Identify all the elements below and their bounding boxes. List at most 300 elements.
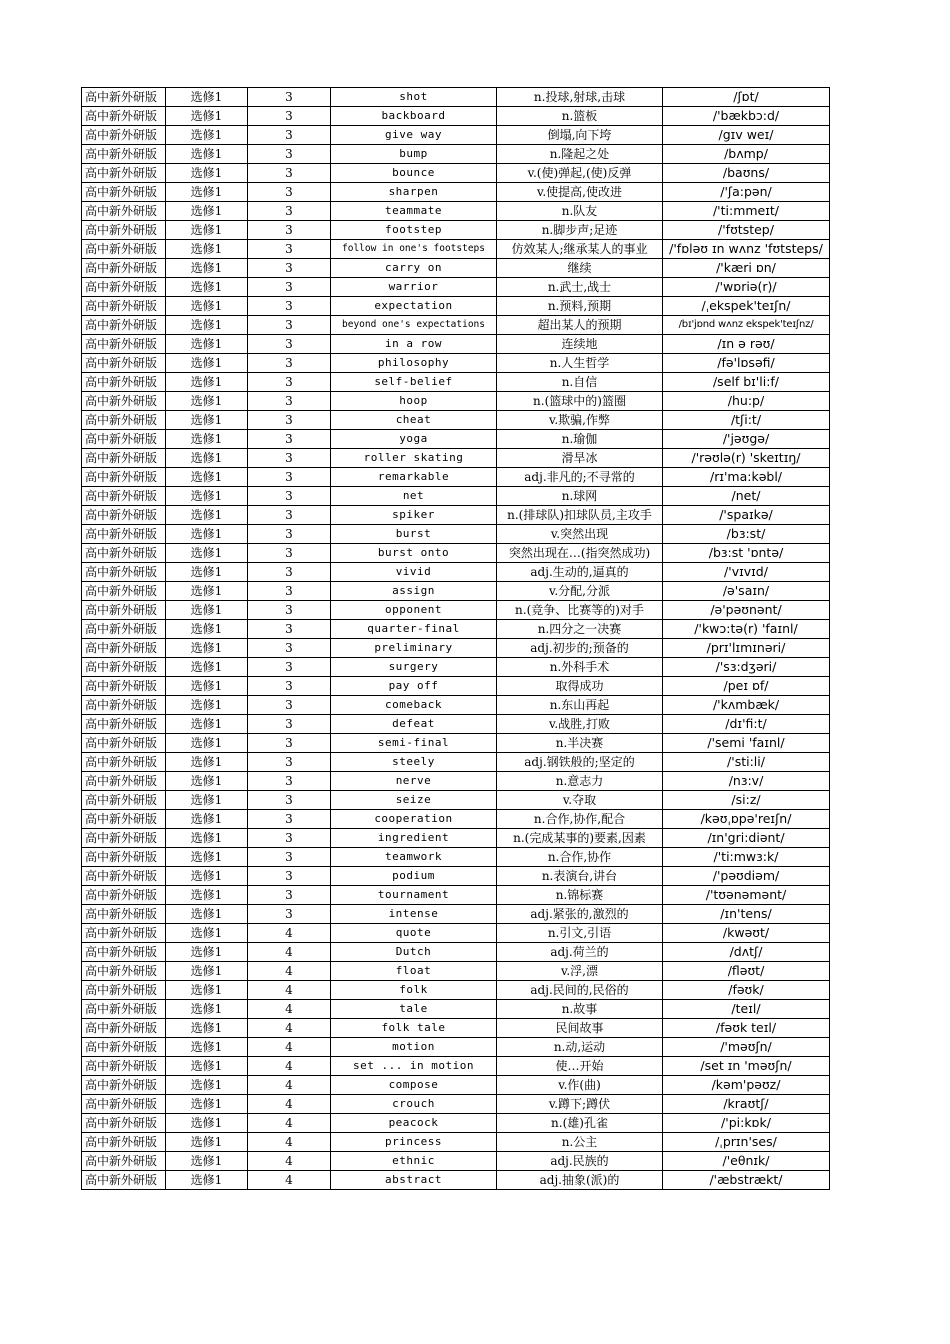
table-row: [82, 449, 830, 468]
word-cell: podium: [331, 867, 497, 886]
word-cell: follow in one's footsteps: [331, 240, 497, 259]
meaning-cell: adj.抽象(派)的: [497, 1171, 663, 1190]
unit-cell: 3: [248, 715, 331, 734]
phonetic-cell: /prɪ'lɪmɪnəri/: [663, 639, 830, 658]
table-row: [82, 411, 830, 430]
book-cell: 选修1: [166, 601, 248, 620]
meaning-cell: n.(完成某事的)要素,因素: [497, 829, 663, 848]
table-row: [82, 468, 830, 487]
textbook-edition-cell: 高中新外研版: [82, 658, 166, 677]
meaning-cell: 超出某人的预期: [497, 316, 663, 335]
unit-cell: 3: [248, 164, 331, 183]
word-cell: semi-final: [331, 734, 497, 753]
table-row: [82, 1133, 830, 1152]
word-cell: tale: [331, 1000, 497, 1019]
book-cell: 选修1: [166, 373, 248, 392]
book-cell: 选修1: [166, 715, 248, 734]
meaning-cell: adj.初步的;预备的: [497, 639, 663, 658]
word-cell: spiker: [331, 506, 497, 525]
table-row: [82, 582, 830, 601]
textbook-edition-cell: 高中新外研版: [82, 1114, 166, 1133]
meaning-cell: n.武士,战士: [497, 278, 663, 297]
textbook-edition-cell: 高中新外研版: [82, 848, 166, 867]
phonetic-cell: /'vɪvɪd/: [663, 563, 830, 582]
meaning-cell: adj.荷兰的: [497, 943, 663, 962]
meaning-cell: v.夺取: [497, 791, 663, 810]
textbook-edition-cell: 高中新外研版: [82, 240, 166, 259]
meaning-cell: 连续地: [497, 335, 663, 354]
textbook-edition-cell: 高中新外研版: [82, 905, 166, 924]
phonetic-cell: /bɪ'jɒnd wʌnz ekspek'teɪʃnz/: [663, 316, 830, 335]
meaning-cell: n.半决赛: [497, 734, 663, 753]
word-cell: carry on: [331, 259, 497, 278]
meaning-cell: n.(竞争、比赛等的)对手: [497, 601, 663, 620]
meaning-cell: n.引文,引语: [497, 924, 663, 943]
phonetic-cell: /bʌmp/: [663, 145, 830, 164]
word-cell: quote: [331, 924, 497, 943]
phonetic-cell: /fə'lɒsəfi/: [663, 354, 830, 373]
textbook-edition-cell: 高中新外研版: [82, 962, 166, 981]
word-cell: in a row: [331, 335, 497, 354]
textbook-edition-cell: 高中新外研版: [82, 867, 166, 886]
table-row: [82, 563, 830, 582]
meaning-cell: n.故事: [497, 1000, 663, 1019]
unit-cell: 3: [248, 772, 331, 791]
book-cell: 选修1: [166, 544, 248, 563]
word-cell: ethnic: [331, 1152, 497, 1171]
table-row: [82, 506, 830, 525]
meaning-cell: n.人生哲学: [497, 354, 663, 373]
word-cell: bump: [331, 145, 497, 164]
table-row: [82, 677, 830, 696]
unit-cell: 3: [248, 126, 331, 145]
phonetic-cell: /fəʊk teɪl/: [663, 1019, 830, 1038]
table-row: [82, 1171, 830, 1190]
word-cell: assign: [331, 582, 497, 601]
book-cell: 选修1: [166, 582, 248, 601]
phonetic-cell: /'ti:mwɜ:k/: [663, 848, 830, 867]
book-cell: 选修1: [166, 221, 248, 240]
meaning-cell: v.使提高,使改进: [497, 183, 663, 202]
word-cell: bounce: [331, 164, 497, 183]
unit-cell: 4: [248, 962, 331, 981]
unit-cell: 3: [248, 202, 331, 221]
unit-cell: 3: [248, 810, 331, 829]
phonetic-cell: /ɪn'tens/: [663, 905, 830, 924]
word-cell: philosophy: [331, 354, 497, 373]
phonetic-cell: /bɜ:st/: [663, 525, 830, 544]
table-row: [82, 297, 830, 316]
textbook-edition-cell: 高中新外研版: [82, 221, 166, 240]
meaning-cell: adj.民间的,民俗的: [497, 981, 663, 1000]
unit-cell: 3: [248, 278, 331, 297]
phonetic-cell: /bɜ:st 'ɒntə/: [663, 544, 830, 563]
phonetic-cell: /'ti:mmeɪt/: [663, 202, 830, 221]
book-cell: 选修1: [166, 639, 248, 658]
table-row: [82, 1076, 830, 1095]
meaning-cell: 突然出现在…(指突然成功): [497, 544, 663, 563]
word-cell: beyond one's expectations: [331, 316, 497, 335]
meaning-cell: adj.紧张的,激烈的: [497, 905, 663, 924]
table-row: [82, 924, 830, 943]
textbook-edition-cell: 高中新外研版: [82, 316, 166, 335]
meaning-cell: v.战胜,打败: [497, 715, 663, 734]
phonetic-cell: /net/: [663, 487, 830, 506]
word-cell: remarkable: [331, 468, 497, 487]
phonetic-cell: /kəm'pəʊz/: [663, 1076, 830, 1095]
unit-cell: 3: [248, 316, 331, 335]
unit-cell: 3: [248, 696, 331, 715]
meaning-cell: n.公主: [497, 1133, 663, 1152]
word-cell: tournament: [331, 886, 497, 905]
book-cell: 选修1: [166, 772, 248, 791]
table-row: [82, 544, 830, 563]
word-cell: princess: [331, 1133, 497, 1152]
textbook-edition-cell: 高中新外研版: [82, 430, 166, 449]
table-row: [82, 867, 830, 886]
phonetic-cell: /rɪ'ma:kəbl/: [663, 468, 830, 487]
meaning-cell: n.外科手术: [497, 658, 663, 677]
table-row: [82, 335, 830, 354]
book-cell: 选修1: [166, 335, 248, 354]
unit-cell: 3: [248, 620, 331, 639]
unit-cell: 4: [248, 981, 331, 1000]
table-row: [82, 88, 830, 107]
meaning-cell: n.瑜伽: [497, 430, 663, 449]
table-row: [82, 601, 830, 620]
word-cell: hoop: [331, 392, 497, 411]
book-cell: 选修1: [166, 696, 248, 715]
book-cell: 选修1: [166, 810, 248, 829]
word-cell: seize: [331, 791, 497, 810]
word-cell: ingredient: [331, 829, 497, 848]
book-cell: 选修1: [166, 411, 248, 430]
textbook-edition-cell: 高中新外研版: [82, 335, 166, 354]
phonetic-cell: /tʃi:t/: [663, 411, 830, 430]
table-row: [82, 525, 830, 544]
unit-cell: 4: [248, 1057, 331, 1076]
meaning-cell: n.合作,协作,配合: [497, 810, 663, 829]
phonetic-cell: /ɪn'gri:diənt/: [663, 829, 830, 848]
phonetic-cell: /'fʊtstep/: [663, 221, 830, 240]
textbook-edition-cell: 高中新外研版: [82, 886, 166, 905]
phonetic-cell: /'eθnɪk/: [663, 1152, 830, 1171]
textbook-edition-cell: 高中新外研版: [82, 145, 166, 164]
unit-cell: 4: [248, 1019, 331, 1038]
table-row: [82, 202, 830, 221]
phonetic-cell: /'tʊənəmənt/: [663, 886, 830, 905]
book-cell: 选修1: [166, 981, 248, 1000]
table-row: [82, 221, 830, 240]
phonetic-cell: /ə'pəʊnənt/: [663, 601, 830, 620]
book-cell: 选修1: [166, 677, 248, 696]
textbook-edition-cell: 高中新外研版: [82, 943, 166, 962]
vocabulary-table-body: [82, 88, 830, 1190]
table-row: [82, 392, 830, 411]
book-cell: 选修1: [166, 1000, 248, 1019]
word-cell: teammate: [331, 202, 497, 221]
table-row: [82, 905, 830, 924]
word-cell: vivid: [331, 563, 497, 582]
table-row: [82, 1000, 830, 1019]
phonetic-cell: /fləʊt/: [663, 962, 830, 981]
meaning-cell: v.蹲下;蹲伏: [497, 1095, 663, 1114]
book-cell: 选修1: [166, 620, 248, 639]
word-cell: compose: [331, 1076, 497, 1095]
table-row: [82, 487, 830, 506]
word-cell: motion: [331, 1038, 497, 1057]
meaning-cell: adj.生动的,逼真的: [497, 563, 663, 582]
meaning-cell: 继续: [497, 259, 663, 278]
phonetic-cell: /'semi 'faɪnl/: [663, 734, 830, 753]
unit-cell: 3: [248, 639, 331, 658]
word-cell: cooperation: [331, 810, 497, 829]
book-cell: 选修1: [166, 354, 248, 373]
phonetic-cell: /'sɜ:dʒəri/: [663, 658, 830, 677]
phonetic-cell: /'kʌmbæk/: [663, 696, 830, 715]
textbook-edition-cell: 高中新外研版: [82, 1057, 166, 1076]
table-row: [82, 430, 830, 449]
unit-cell: 3: [248, 886, 331, 905]
book-cell: 选修1: [166, 430, 248, 449]
textbook-edition-cell: 高中新外研版: [82, 88, 166, 107]
table-row: [82, 126, 830, 145]
meaning-cell: v.突然出现: [497, 525, 663, 544]
unit-cell: 3: [248, 734, 331, 753]
textbook-edition-cell: 高中新外研版: [82, 734, 166, 753]
table-row: [82, 1095, 830, 1114]
textbook-edition-cell: 高中新外研版: [82, 1038, 166, 1057]
textbook-edition-cell: 高中新外研版: [82, 1095, 166, 1114]
meaning-cell: n.(篮球中的)篮圈: [497, 392, 663, 411]
meaning-cell: v.作(曲): [497, 1076, 663, 1095]
unit-cell: 4: [248, 1133, 331, 1152]
phonetic-cell: /si:z/: [663, 791, 830, 810]
meaning-cell: n.四分之一决赛: [497, 620, 663, 639]
unit-cell: 3: [248, 601, 331, 620]
word-cell: cheat: [331, 411, 497, 430]
book-cell: 选修1: [166, 525, 248, 544]
book-cell: 选修1: [166, 1133, 248, 1152]
word-cell: opponent: [331, 601, 497, 620]
table-row: [82, 848, 830, 867]
table-row: [82, 1057, 830, 1076]
textbook-edition-cell: 高中新外研版: [82, 525, 166, 544]
book-cell: 选修1: [166, 449, 248, 468]
unit-cell: 3: [248, 487, 331, 506]
textbook-edition-cell: 高中新外研版: [82, 981, 166, 1000]
textbook-edition-cell: 高中新外研版: [82, 829, 166, 848]
book-cell: 选修1: [166, 259, 248, 278]
phonetic-cell: /'æbstrækt/: [663, 1171, 830, 1190]
table-row: [82, 278, 830, 297]
book-cell: 选修1: [166, 1152, 248, 1171]
vocabulary-table: [81, 87, 830, 1190]
table-row: [82, 753, 830, 772]
book-cell: 选修1: [166, 734, 248, 753]
meaning-cell: n.球网: [497, 487, 663, 506]
table-row: [82, 164, 830, 183]
phonetic-cell: /'pəʊdiəm/: [663, 867, 830, 886]
textbook-edition-cell: 高中新外研版: [82, 202, 166, 221]
meaning-cell: n.动,运动: [497, 1038, 663, 1057]
unit-cell: 3: [248, 259, 331, 278]
word-cell: surgery: [331, 658, 497, 677]
table-row: [82, 1114, 830, 1133]
book-cell: 选修1: [166, 1076, 248, 1095]
table-row: [82, 696, 830, 715]
phonetic-cell: /'fɒləʊ ɪn wʌnz 'fʊtsteps/: [663, 240, 830, 259]
book-cell: 选修1: [166, 297, 248, 316]
table-row: [82, 639, 830, 658]
meaning-cell: n.篮板: [497, 107, 663, 126]
phonetic-cell: /'kwɔ:tə(r) 'faɪnl/: [663, 620, 830, 639]
word-cell: footstep: [331, 221, 497, 240]
phonetic-cell: /fəʊk/: [663, 981, 830, 1000]
table-row: [82, 145, 830, 164]
textbook-edition-cell: 高中新外研版: [82, 696, 166, 715]
table-row: [82, 772, 830, 791]
table-row: [82, 810, 830, 829]
textbook-edition-cell: 高中新外研版: [82, 506, 166, 525]
word-cell: peacock: [331, 1114, 497, 1133]
table-row: [82, 981, 830, 1000]
book-cell: 选修1: [166, 1095, 248, 1114]
phonetic-cell: /ə'saɪn/: [663, 582, 830, 601]
phonetic-cell: /ˌprɪn'ses/: [663, 1133, 830, 1152]
textbook-edition-cell: 高中新外研版: [82, 126, 166, 145]
meaning-cell: n.投球,射球,击球: [497, 88, 663, 107]
phonetic-cell: /nɜ:v/: [663, 772, 830, 791]
word-cell: steely: [331, 753, 497, 772]
book-cell: 选修1: [166, 278, 248, 297]
word-cell: Dutch: [331, 943, 497, 962]
phonetic-cell: /dʌtʃ/: [663, 943, 830, 962]
word-cell: quarter-final: [331, 620, 497, 639]
unit-cell: 4: [248, 1114, 331, 1133]
textbook-edition-cell: 高中新外研版: [82, 449, 166, 468]
unit-cell: 3: [248, 392, 331, 411]
phonetic-cell: /'kæri ɒn/: [663, 259, 830, 278]
phonetic-cell: /'jəʊgə/: [663, 430, 830, 449]
unit-cell: 3: [248, 905, 331, 924]
unit-cell: 4: [248, 1095, 331, 1114]
unit-cell: 4: [248, 924, 331, 943]
phonetic-cell: /teɪl/: [663, 1000, 830, 1019]
table-row: [82, 962, 830, 981]
textbook-edition-cell: 高中新外研版: [82, 601, 166, 620]
unit-cell: 4: [248, 1076, 331, 1095]
textbook-edition-cell: 高中新外研版: [82, 468, 166, 487]
meaning-cell: n.预料,预期: [497, 297, 663, 316]
meaning-cell: n.隆起之处: [497, 145, 663, 164]
book-cell: 选修1: [166, 886, 248, 905]
unit-cell: 3: [248, 753, 331, 772]
book-cell: 选修1: [166, 658, 248, 677]
phonetic-cell: /'wɒriə(r)/: [663, 278, 830, 297]
table-row: [82, 943, 830, 962]
unit-cell: 3: [248, 677, 331, 696]
book-cell: 选修1: [166, 1171, 248, 1190]
meaning-cell: 民间故事: [497, 1019, 663, 1038]
table-row: [82, 1019, 830, 1038]
phonetic-cell: /baʊns/: [663, 164, 830, 183]
table-row: [82, 791, 830, 810]
word-cell: folk: [331, 981, 497, 1000]
meaning-cell: n.自信: [497, 373, 663, 392]
textbook-edition-cell: 高中新外研版: [82, 278, 166, 297]
phonetic-cell: /ɪn ə rəʊ/: [663, 335, 830, 354]
table-row: [82, 886, 830, 905]
word-cell: self-belief: [331, 373, 497, 392]
textbook-edition-cell: 高中新外研版: [82, 487, 166, 506]
book-cell: 选修1: [166, 107, 248, 126]
word-cell: sharpen: [331, 183, 497, 202]
table-row: [82, 734, 830, 753]
book-cell: 选修1: [166, 943, 248, 962]
table-row: [82, 658, 830, 677]
book-cell: 选修1: [166, 164, 248, 183]
meaning-cell: n.队友: [497, 202, 663, 221]
book-cell: 选修1: [166, 88, 248, 107]
unit-cell: 3: [248, 449, 331, 468]
table-row: [82, 1038, 830, 1057]
book-cell: 选修1: [166, 126, 248, 145]
textbook-edition-cell: 高中新外研版: [82, 582, 166, 601]
meaning-cell: adj.非凡的;不寻常的: [497, 468, 663, 487]
unit-cell: 3: [248, 658, 331, 677]
word-cell: yoga: [331, 430, 497, 449]
meaning-cell: 仿效某人;继承某人的事业: [497, 240, 663, 259]
phonetic-cell: /set ɪn 'məʊʃn/: [663, 1057, 830, 1076]
unit-cell: 3: [248, 848, 331, 867]
textbook-edition-cell: 高中新外研版: [82, 924, 166, 943]
book-cell: 选修1: [166, 1019, 248, 1038]
word-cell: float: [331, 962, 497, 981]
unit-cell: 4: [248, 943, 331, 962]
meaning-cell: 滑旱冰: [497, 449, 663, 468]
textbook-edition-cell: 高中新外研版: [82, 183, 166, 202]
phonetic-cell: /'pi:kɒk/: [663, 1114, 830, 1133]
word-cell: shot: [331, 88, 497, 107]
textbook-edition-cell: 高中新外研版: [82, 810, 166, 829]
textbook-edition-cell: 高中新外研版: [82, 620, 166, 639]
unit-cell: 4: [248, 1000, 331, 1019]
textbook-edition-cell: 高中新外研版: [82, 259, 166, 278]
unit-cell: 3: [248, 468, 331, 487]
phonetic-cell: /'spaɪkə/: [663, 506, 830, 525]
textbook-edition-cell: 高中新外研版: [82, 715, 166, 734]
unit-cell: 3: [248, 88, 331, 107]
unit-cell: 4: [248, 1171, 331, 1190]
phonetic-cell: /hu:p/: [663, 392, 830, 411]
book-cell: 选修1: [166, 487, 248, 506]
unit-cell: 3: [248, 525, 331, 544]
unit-cell: 3: [248, 867, 331, 886]
meaning-cell: 取得成功: [497, 677, 663, 696]
unit-cell: 3: [248, 544, 331, 563]
word-cell: abstract: [331, 1171, 497, 1190]
word-cell: set ... in motion: [331, 1057, 497, 1076]
table-row: [82, 829, 830, 848]
phonetic-cell: /'sti:li/: [663, 753, 830, 772]
textbook-edition-cell: 高中新外研版: [82, 1171, 166, 1190]
book-cell: 选修1: [166, 829, 248, 848]
phonetic-cell: /kwəʊt/: [663, 924, 830, 943]
meaning-cell: v.分配,分派: [497, 582, 663, 601]
table-row: [82, 183, 830, 202]
unit-cell: 3: [248, 240, 331, 259]
